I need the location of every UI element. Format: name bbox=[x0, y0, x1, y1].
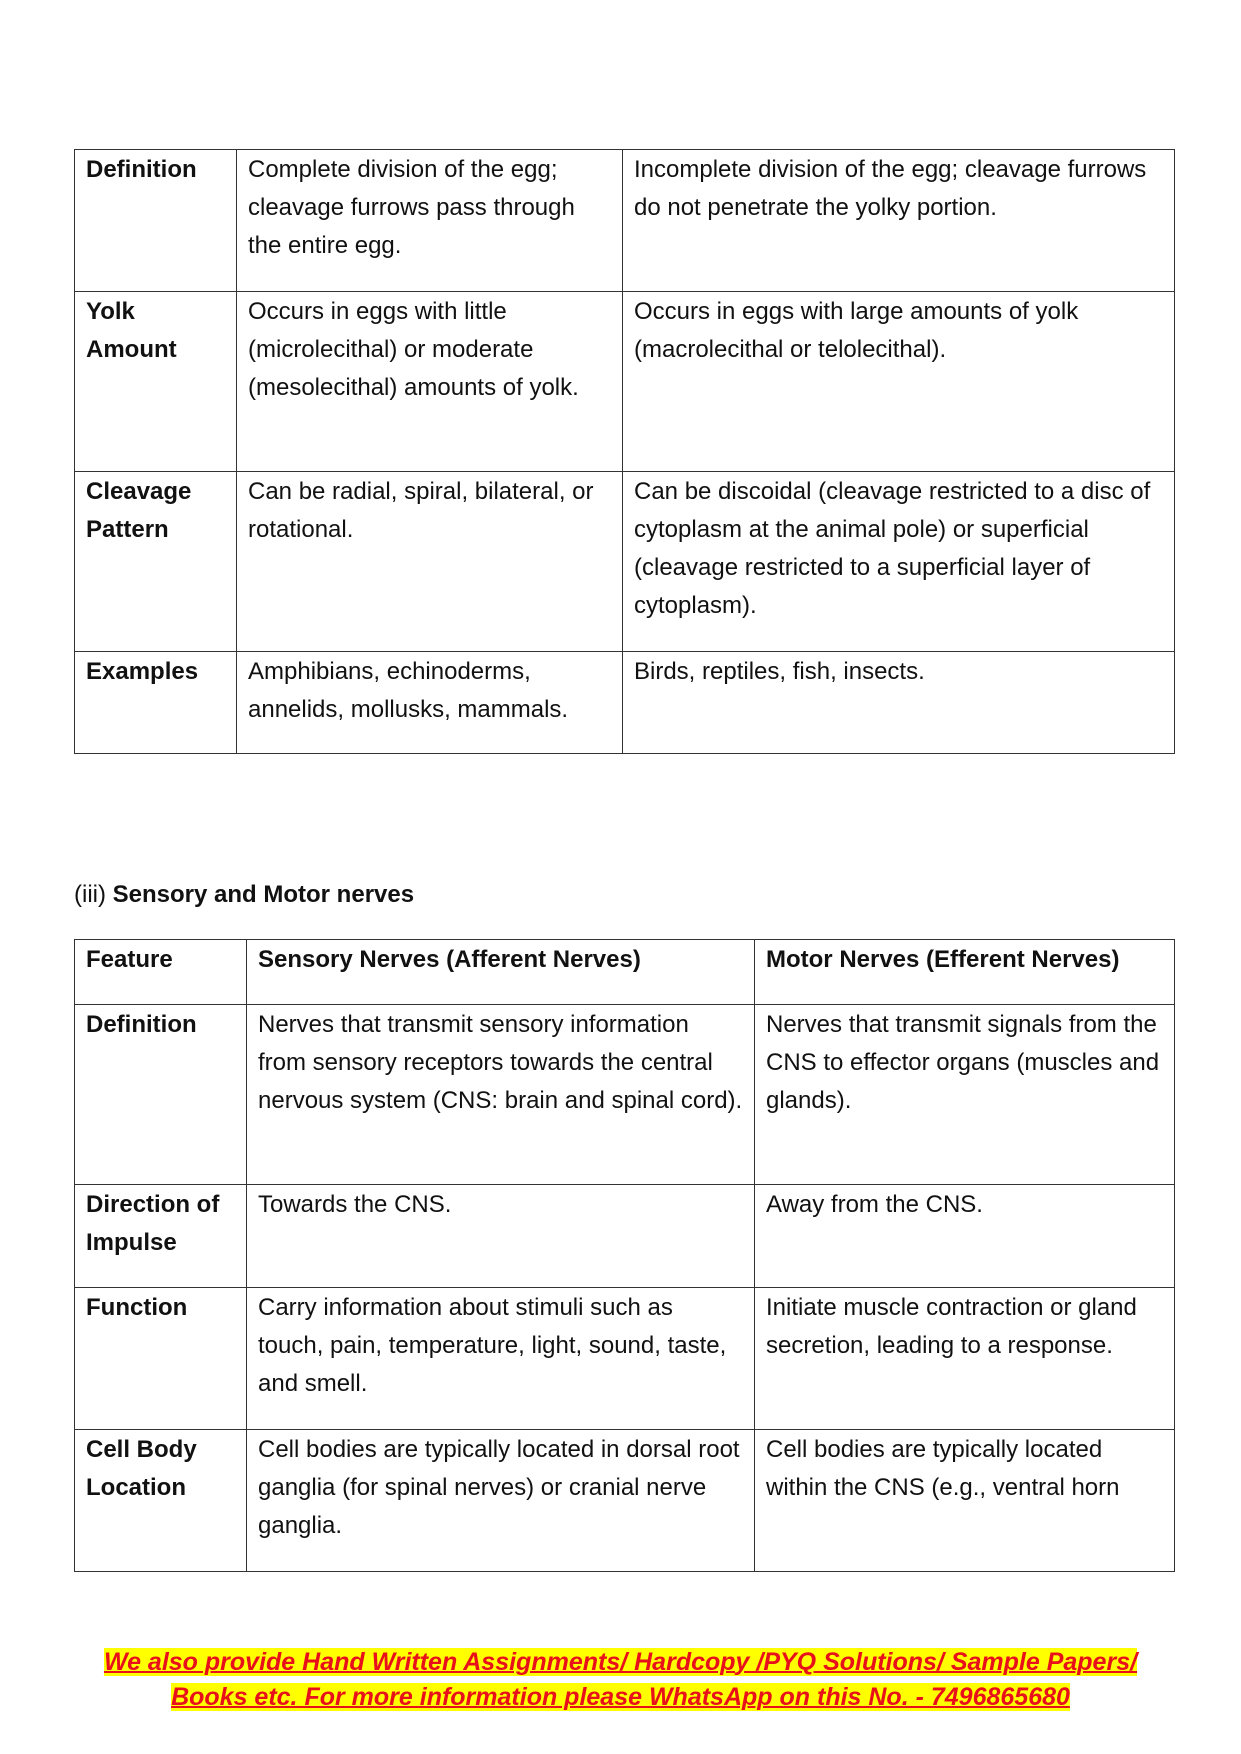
table-row bbox=[75, 1185, 1175, 1288]
cleavage-comparison-table bbox=[74, 149, 1175, 754]
promo-footer bbox=[0, 1645, 1241, 1715]
header-motor: Motor Nerves (Efferent Nerves) bbox=[755, 940, 1175, 1005]
motor-cell: Away from the CNS. bbox=[755, 1185, 1175, 1288]
table-header-row bbox=[75, 940, 1175, 1005]
table-row bbox=[75, 472, 1175, 652]
sensory-cell: Cell bodies are typically located in dorsal root ganglia (for spinal nerves) or cranial nerve ganglia. bbox=[247, 1430, 755, 1572]
table-row bbox=[75, 1288, 1175, 1430]
header-feature: Feature bbox=[75, 940, 247, 1005]
row-feature: Yolk Amount bbox=[75, 292, 237, 472]
motor-cell: Nerves that transmit signals from the CNS to effector organs (muscles and glands). bbox=[755, 1005, 1175, 1185]
motor-cell: Cell bodies are typically located within the CNS (e.g., ventral horn bbox=[755, 1430, 1175, 1572]
promo-line-1: We also provide Hand Written Assignments/ Hardcopy /PYQ Solutions/ Sample Papers/ bbox=[103, 1648, 1138, 1676]
promo-line-2: Books etc. For more information please WhatsApp on this No. - 7496865680 bbox=[171, 1683, 1070, 1711]
section-prefix: (iii) bbox=[74, 881, 106, 908]
holoblastic-cell: Amphibians, echinoderms, annelids, mollusks, mammals. bbox=[237, 652, 623, 754]
table-row bbox=[75, 1430, 1175, 1572]
row-feature: Function bbox=[75, 1288, 247, 1430]
table-row bbox=[75, 652, 1175, 754]
holoblastic-cell: Complete division of the egg; cleavage furrows pass through the entire egg. bbox=[237, 150, 623, 292]
meroblastic-cell: Birds, reptiles, fish, insects. bbox=[623, 652, 1175, 754]
row-feature: Definition bbox=[75, 150, 237, 292]
motor-cell: Initiate muscle contraction or gland secretion, leading to a response. bbox=[755, 1288, 1175, 1430]
row-feature: Definition bbox=[75, 1005, 247, 1185]
header-sensory: Sensory Nerves (Afferent Nerves) bbox=[247, 940, 755, 1005]
row-feature: Cell Body Location bbox=[75, 1430, 247, 1572]
section-title: Sensory and Motor nerves bbox=[112, 881, 415, 908]
table-row bbox=[75, 150, 1175, 292]
holoblastic-cell: Can be radial, spiral, bilateral, or rotational. bbox=[237, 472, 623, 652]
row-feature: Examples bbox=[75, 652, 237, 754]
section-heading bbox=[74, 876, 414, 914]
row-feature: Cleavage Pattern bbox=[75, 472, 237, 652]
table-row bbox=[75, 292, 1175, 472]
meroblastic-cell: Occurs in eggs with large amounts of yolk (macrolecithal or telolecithal). bbox=[623, 292, 1175, 472]
holoblastic-cell: Occurs in eggs with little (microlecithal) or moderate (mesolecithal) amounts of yolk. bbox=[237, 292, 623, 472]
meroblastic-cell: Can be discoidal (cleavage restricted to a disc of cytoplasm at the animal pole) or superficial (cleavage restricted to a superficial layer of cytoplasm). bbox=[623, 472, 1175, 652]
sensory-cell: Towards the CNS. bbox=[247, 1185, 755, 1288]
nerves-comparison-table bbox=[74, 939, 1175, 1572]
meroblastic-cell: Incomplete division of the egg; cleavage furrows do not penetrate the yolky portion. bbox=[623, 150, 1175, 292]
sensory-cell: Carry information about stimuli such as touch, pain, temperature, light, sound, taste, and smell. bbox=[247, 1288, 755, 1430]
sensory-cell: Nerves that transmit sensory information from sensory receptors towards the central nervous system (CNS: brain and spinal cord). bbox=[247, 1005, 755, 1185]
row-feature: Direction of Impulse bbox=[75, 1185, 247, 1288]
table-row bbox=[75, 1005, 1175, 1185]
